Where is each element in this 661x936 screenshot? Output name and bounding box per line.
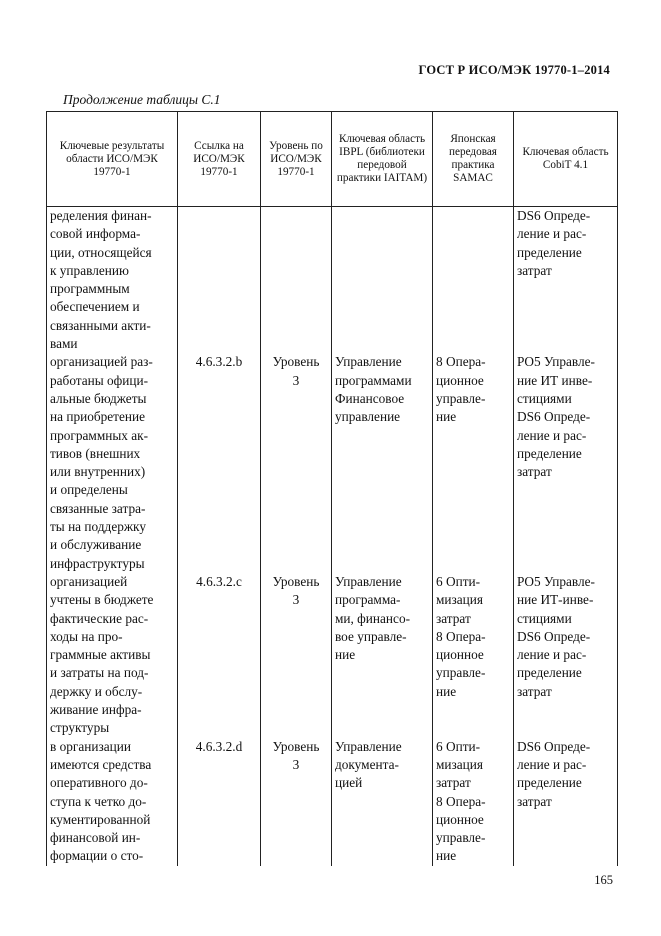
cell-samac: 6 Опти- мизация затрат 8 Опера- ционное управле- ние <box>433 573 514 738</box>
cell-samac <box>433 207 514 354</box>
cell-cobit: DS6 Опреде- ление и рас- пределение затрат <box>514 738 618 866</box>
cell-reference: 4.6.3.2.b <box>178 353 261 573</box>
table-caption: Продолжение таблицы С.1 <box>63 92 221 107</box>
cell-result: организацией учтены в бюджете фактические рас- ходы на про- граммные активы и затраты на под- держку и обслу- живание инфра- структуры <box>47 573 178 738</box>
col-header-results: Ключевые результаты области ИСО/МЭК 19770-1 <box>47 112 178 207</box>
table-row <box>47 573 618 738</box>
cell-ibpl: Управление документа- цией <box>332 738 433 866</box>
cell-result: ределения финан- совой информа- ции, относящейся к управлению программным обеспечением и связанными акти- вами <box>47 207 178 354</box>
cell-result: в организации имеются средства оперативного до- ступа к четко до- кументированной финансовой ин- формации о сто- <box>47 738 178 866</box>
col-header-samac: Японская передовая практика SAMAC <box>433 112 514 207</box>
col-header-reference: Ссылка на ИСО/МЭК 19770-1 <box>178 112 261 207</box>
col-header-ibpl: Ключевая область IBPL (библиотеки передовой практики IAITAM) <box>332 112 433 207</box>
col-header-level: Уровень по ИСО/МЭК 19770-1 <box>261 112 332 207</box>
cell-level: Уровень 3 <box>261 738 332 866</box>
cell-reference <box>178 207 261 354</box>
cell-cobit: PO5 Управле- ние ИТ-инве- стициями DS6 Опреде- ление и рас- пределение затрат <box>514 573 618 738</box>
comparison-table <box>46 111 618 866</box>
cell-reference: 4.6.3.2.c <box>178 573 261 738</box>
table-row <box>47 738 618 866</box>
col-header-cobit: Ключевая область CobiT 4.1 <box>514 112 618 207</box>
cell-cobit: DS6 Опреде- ление и рас- пределение затрат <box>514 207 618 354</box>
cell-level <box>261 207 332 354</box>
cell-reference: 4.6.3.2.d <box>178 738 261 866</box>
cell-ibpl <box>332 207 433 354</box>
table-row <box>47 207 618 354</box>
cell-result: организацией раз- работаны офици- альные бюджеты на приобретение программных ак- тивов (внешних или внутренних) и определены связанные затра- ты на поддержку и обслуживание инфраструктуры <box>47 353 178 573</box>
cell-samac: 8 Опера- ционное управле- ние <box>433 353 514 573</box>
cell-ibpl: Управление программами Финансовое управление <box>332 353 433 573</box>
cell-ibpl: Управление программа- ми, финансо- вое управле- ние <box>332 573 433 738</box>
cell-level: Уровень 3 <box>261 353 332 573</box>
cell-cobit: PO5 Управле- ние ИТ инве- стициями DS6 Опреде- ление и рас- пределение затрат <box>514 353 618 573</box>
cell-samac: 6 Опти- мизация затрат 8 Опера- ционное управле- ние <box>433 738 514 866</box>
cell-level: Уровень 3 <box>261 573 332 738</box>
table-row <box>47 353 618 573</box>
page-number: 165 <box>594 873 613 887</box>
standard-id: ГОСТ Р ИСО/МЭК 19770-1–2014 <box>418 63 610 77</box>
table-header-row <box>47 112 618 207</box>
